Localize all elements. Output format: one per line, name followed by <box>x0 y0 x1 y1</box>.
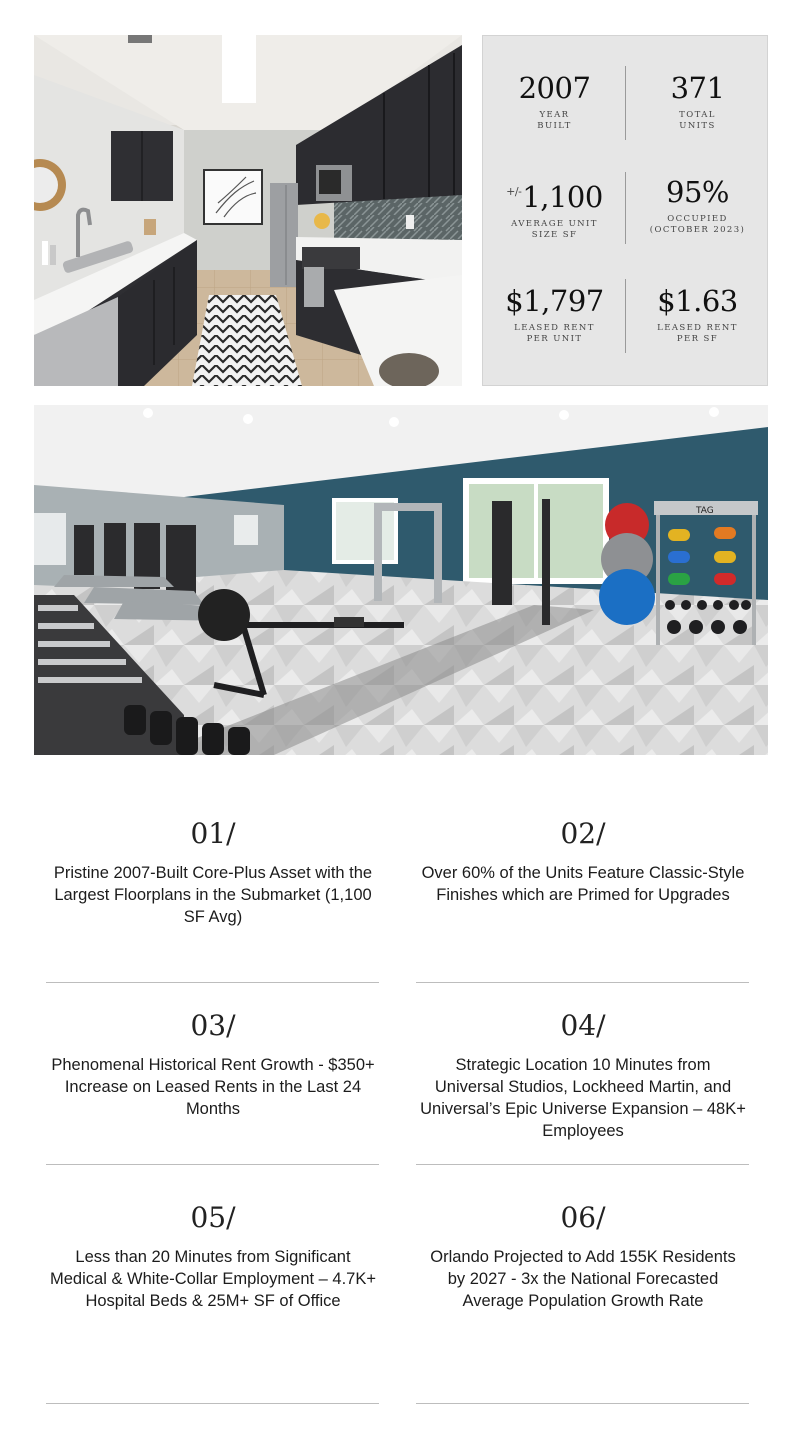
highlight-text: Orlando Projected to Add 155K Residents by 2027 - 3x the National Forecasted Average Population Growth Rate <box>430 1248 736 1310</box>
kitchen-photo <box>34 35 462 386</box>
stat-prefix: +/- <box>506 185 522 198</box>
stat-value: 371 <box>670 71 725 105</box>
stat-value: $1.63 <box>657 284 738 318</box>
highlight-number: 06/ <box>560 1201 606 1234</box>
rack-brand-label: TAG <box>696 506 714 516</box>
highlight-item <box>46 816 380 928</box>
divider-line <box>46 982 379 983</box>
fitness-center-photo <box>34 405 768 755</box>
highlight-item <box>46 1008 380 1120</box>
property-stats-panel <box>482 35 768 386</box>
divider-line <box>416 1403 749 1404</box>
divider-line <box>416 982 749 983</box>
stat-average-unit-size <box>483 174 626 241</box>
stat-value: 2007 <box>518 71 591 105</box>
stat-label: TOTAL UNITS <box>679 110 716 131</box>
highlight-text: Strategic Location 10 Minutes from Universal Studios, Lockheed Martin, and Universal’s Epic Universe Expansion – 48K+ Employees <box>420 1056 746 1140</box>
highlight-item <box>416 816 750 906</box>
stat-label: LEASED RENT PER SF <box>657 323 738 344</box>
highlight-number: 03/ <box>190 1009 236 1042</box>
stat-leased-rent-per-sf <box>626 283 769 345</box>
stat-leased-rent-per-unit <box>483 283 626 345</box>
divider-line <box>46 1403 379 1404</box>
stat-occupied <box>626 174 769 236</box>
highlight-text: Less than 20 Minutes from Significant Medical & White-Collar Employment – 4.7K+ Hospital Beds & 25M+ SF of Office <box>50 1248 377 1310</box>
highlight-text: Pristine 2007-Built Core-Plus Asset with the Largest Floorplans in the Submarket (1,100 SF Avg) <box>53 864 373 926</box>
highlight-number: 04/ <box>560 1009 606 1042</box>
stat-label: LEASED RENT PER UNIT <box>514 323 595 344</box>
stat-label: YEAR BUILT <box>537 110 572 131</box>
highlight-text: Phenomenal Historical Rent Growth - $350+ Increase on Leased Rents in the Last 24 Months <box>51 1056 375 1118</box>
stat-total-units <box>626 70 769 132</box>
highlight-number: 05/ <box>190 1201 236 1234</box>
stat-value: $1,797 <box>505 284 604 318</box>
highlight-item <box>416 1008 750 1142</box>
stat-label: AVERAGE UNIT SIZE SF <box>511 219 598 240</box>
highlight-item <box>416 1200 750 1312</box>
stat-label: OCCUPIED (OCTOBER 2023) <box>649 214 746 235</box>
stat-year-built <box>483 70 626 132</box>
stat-number: 1,100 <box>522 180 603 214</box>
stat-value: 95% <box>666 175 729 209</box>
highlight-item <box>46 1200 380 1312</box>
divider-line <box>416 1164 749 1165</box>
divider-line <box>46 1164 379 1165</box>
highlight-number: 02/ <box>560 817 606 850</box>
stat-value <box>483 174 626 215</box>
highlight-text: Over 60% of the Units Feature Classic-Style Finishes which are Primed for Upgrades <box>421 864 745 904</box>
highlight-number: 01/ <box>190 817 236 850</box>
